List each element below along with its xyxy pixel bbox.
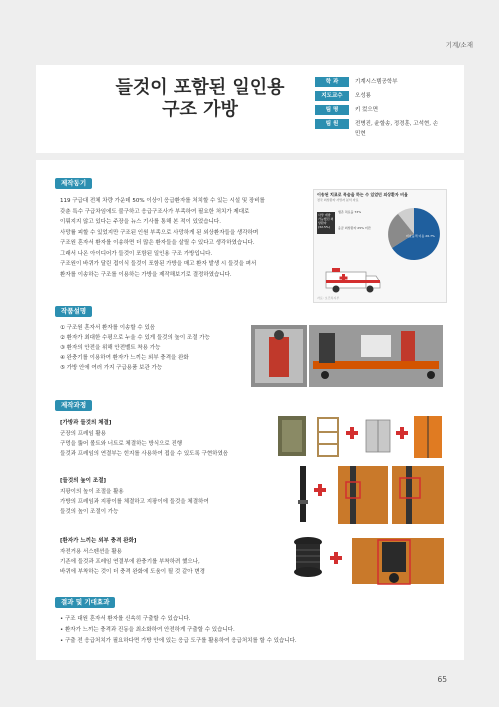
motivation-text xyxy=(60,196,310,280)
section-title-motivation: 제작동기 xyxy=(55,178,92,189)
infographic-title: 이송된 치료로 목숨을 하는 수 있었던 외상환자 비율 xyxy=(317,192,408,197)
info-label: 팀 원 xyxy=(315,119,349,129)
info-value: 키 컸으면 xyxy=(355,107,379,113)
text-line: 환자를 이송하는 구조를 이용하는 가방을 제작해보기로 결정하였습니다. xyxy=(60,271,232,278)
step-text xyxy=(60,547,205,577)
ambulance-icon xyxy=(324,266,384,296)
info-row-department xyxy=(315,77,460,87)
frame-hinge-stretcher-figure xyxy=(276,412,446,462)
description-list xyxy=(60,323,210,373)
product-demo-photo xyxy=(251,325,443,387)
text-line: 갖춘 특수 구급차임에도 불구하고 응급구조사가 부족하여 필요한 처치가 제대로 xyxy=(60,208,250,215)
text-line: 이뤄지지 않고 있다는 주장을 뉴스 기사를 통해 본 적이 있었습니다. xyxy=(60,219,221,225)
list-item: ③ 환자의 안전을 위해 안전벨트 착용 가능 xyxy=(60,345,161,351)
text-line: 구조원이 바퀴가 달린 접이식 들것이 포함된 가방을 매고 환자 발생 시 들것을 펴서 xyxy=(60,261,257,267)
list-item: ① 구조원 혼자서 환자를 이송할 수 있음 xyxy=(60,325,156,331)
pie-label: 비효율적 이송 26.7% xyxy=(406,234,435,238)
team-info xyxy=(315,77,460,143)
page-number: 65 xyxy=(437,675,447,684)
main-card xyxy=(36,160,464,660)
list-item: • 구출 전 응급처치가 필요하다면 가방 안에 있는 응급 도구를 활용하여 응급처치를 할 수 있습니다. xyxy=(60,638,297,644)
list-item: ④ 완충기를 이용하여 환자가 느끼는 외부 충격을 완화 xyxy=(60,355,189,361)
section-title-results: 결과 및 기대효과 xyxy=(55,597,115,608)
list-item: ⑤ 가방 안에 여러 가지 구급용품 보관 가능 xyxy=(60,365,163,371)
infographic-highlight-box: 사망 예방 가능했던 외상환자 (32.5%) xyxy=(317,212,335,234)
page-title xyxy=(100,77,300,121)
step-heading: [들것의 높이 조절] xyxy=(60,478,107,484)
trauma-infographic xyxy=(313,189,447,303)
info-value: 전병진, 윤할송, 정경훈, 고석현, 손민현 xyxy=(355,121,439,137)
step-heading: [환자가 느끼는 외부 충격 완화] xyxy=(60,538,137,544)
step-text xyxy=(60,429,228,459)
height-adjust-figure xyxy=(290,464,446,526)
pie-label: 응급 외상환자 25% 미만 xyxy=(338,226,371,230)
text-line: 지팡이의 높이 조절을 활용 xyxy=(60,489,124,495)
text-line: 구조원 혼자서 환자를 이송하면 더 많은 환자들을 살릴 수 있다고 생각하였습니다. xyxy=(60,240,255,246)
category-label: 기계/소재 xyxy=(445,41,473,49)
info-value: 기계시스템공학부 xyxy=(355,79,398,85)
info-label: 지도교수 xyxy=(315,91,349,101)
text-line: 119 구급대 전체 차량 가운데 50% 이상이 응급환자를 처치할 수 있는 시설 및 장비를 xyxy=(60,198,265,204)
list-item: • 환자가 느끼는 충격과 진동을 최소화하여 안전하게 구출할 수 있습니다. xyxy=(60,627,235,633)
step-heading: [가방과 들것의 체결] xyxy=(60,420,112,426)
text-line: 들것의 높이 조절이 가능 xyxy=(60,509,119,515)
title-line-2: 구조 가방 xyxy=(162,99,238,120)
text-line: 그래서 나온 아이디어가 들것이 포함된 일인용 구조 가방입니다. xyxy=(60,250,213,257)
info-row-advisor xyxy=(315,91,460,101)
list-item: • 구조 대원 혼자서 환자를 신속히 구출할 수 있습니다. xyxy=(60,616,191,622)
text-line: 사망률 피할 수 있었지만 구조된 인원 부족으로 사망하게 된 외상환자들을 생각하며 xyxy=(60,229,259,236)
text-line: 기존에 들것과 프레임 연결부에 완충기를 부착하려 했으나, xyxy=(60,559,200,565)
info-row-team-name xyxy=(315,105,460,115)
text-line: 자전거용 서스펜션을 활용 xyxy=(60,549,122,555)
header-card xyxy=(36,65,464,153)
text-line: 들것과 프레임의 연결부는 힌지를 사용하여 접을 수 있도록 구현하였음 xyxy=(60,451,229,457)
list-item: ② 환자가 최대한 수평으로 누울 수 있게 들것의 높이 조절 가능 xyxy=(60,335,210,341)
title-line-1: 들것이 포함된 일인용 xyxy=(115,77,285,98)
infographic-subtitle: 전국 외상환자 사망자 분석 자료 xyxy=(317,198,359,202)
results-list xyxy=(60,614,297,647)
info-label: 팀 명 xyxy=(315,105,349,115)
infographic-source: 자료: 보건복지부 xyxy=(317,296,340,300)
text-line: 군장의 프레임 활용 xyxy=(60,431,107,437)
section-title-process: 제작과정 xyxy=(55,400,92,411)
pie-label: 생존 치료율 73% xyxy=(338,210,362,214)
section-title-description: 작품설명 xyxy=(55,306,92,317)
step-text xyxy=(60,487,209,517)
text-line: 구멍을 뚫어 볼트와 너트로 체결하는 방식으로 진행 xyxy=(60,441,183,447)
text-line: 바퀴에 부착하는 것이 더 충격 완화에 도움이 될 것 같아 변경 xyxy=(60,569,205,575)
info-label: 학 과 xyxy=(315,77,349,87)
info-row-members xyxy=(315,119,460,139)
text-line: 가방의 프레임과 지팡이를 체결하고 지팡이에 들것을 체결하여 xyxy=(60,499,209,505)
suspension-wheel-figure xyxy=(286,532,446,588)
info-value: 오성룡 xyxy=(355,93,371,99)
